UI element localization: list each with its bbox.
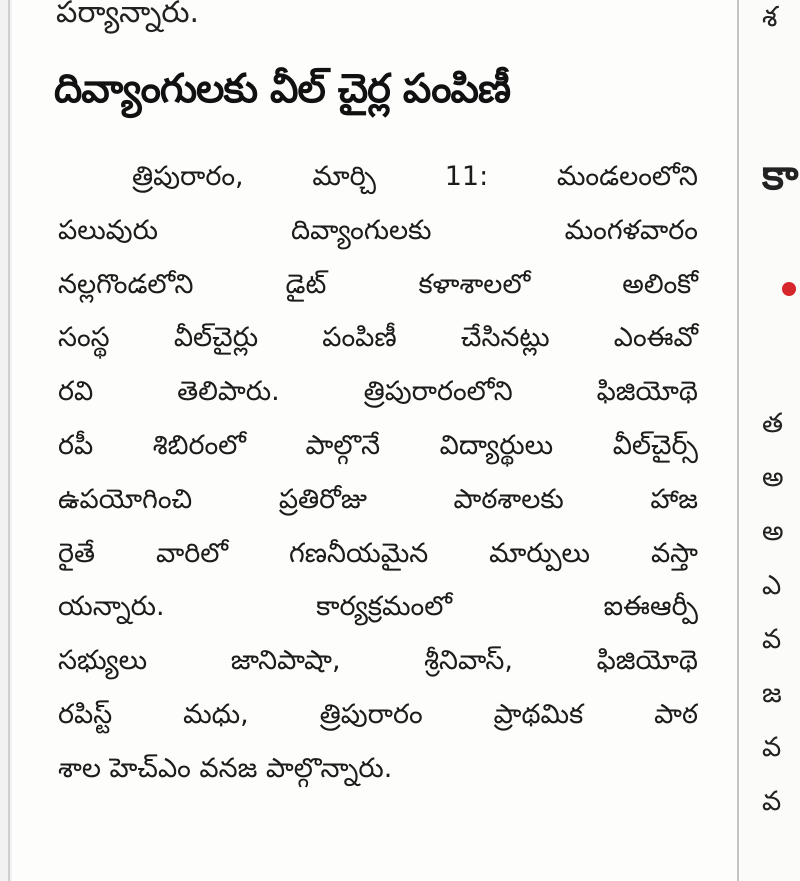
article-line: రైతే వారిలో గణనీయమైన మార్పులు వస్తా: [58, 537, 698, 569]
article-line: రపీ శిబిరంలో పాల్గొనే విద్యార్థులు వీల్‌చైర్స్: [58, 429, 698, 461]
adjacent-line-fragment: జ: [762, 678, 782, 709]
left-column-rule: [8, 0, 10, 881]
left-margin: [0, 0, 12, 881]
article-line: రపిస్ట్ మధు, త్రిపురారం ప్రాథమిక పాఠ: [58, 698, 698, 730]
article-line: శాల హెచ్‌ఎం వనజ పాల్గొన్నారు.: [58, 752, 393, 784]
article-line: నల్లగొండలోని డైట్ కళాశాలలో అలింకో: [58, 268, 698, 300]
adjacent-heading-fragment: కా: [762, 150, 799, 199]
adjacent-line-fragment: వ: [762, 786, 782, 817]
article-line: త్రిపురారం, మార్చి 11: మండలంలోని: [132, 161, 698, 192]
adjacent-line-fragment: ఎ: [762, 570, 782, 601]
article-line: యన్నారు. కార్యక్రమంలో ఐఈఆర్పీ: [58, 591, 698, 623]
adjacent-line-fragment: త: [762, 408, 784, 439]
article-line: సంస్థ వీల్‌చైర్లు పంపిణీ చేసినట్లు ఎంఈవో: [58, 322, 698, 354]
article-body: [58, 150, 698, 796]
article-headline: దివ్యాంగులకు వీల్ చైర్ల పంపిణీ: [54, 66, 511, 112]
adjacent-line-fragment: అ: [762, 462, 784, 493]
adjacent-line-fragment: వ: [762, 624, 782, 655]
article-line: సభ్యులు జానిపాషా, శ్రీనివాస్, ఫిజియోథె: [58, 645, 698, 677]
adjacent-column: [740, 0, 800, 881]
article-line: పలువురు దివ్యాంగులకు మంగళవారం: [58, 214, 698, 246]
article-line: రవి తెలిపారు. త్రిపురారంలోని ఫిజియోథె: [58, 376, 698, 408]
adjacent-line-fragment: వ: [762, 732, 782, 763]
column-divider: [737, 0, 739, 881]
adjacent-line-fragment: అ: [762, 516, 784, 547]
article-line: ఉపయోగించి ప్రతిరోజు పాఠశాలకు హాజ: [58, 483, 698, 515]
adjacent-top-fragment: శ: [762, 0, 778, 33]
red-bullet-icon: [782, 282, 796, 296]
previous-article-tail: పర్యాన్నారు.: [56, 0, 200, 30]
